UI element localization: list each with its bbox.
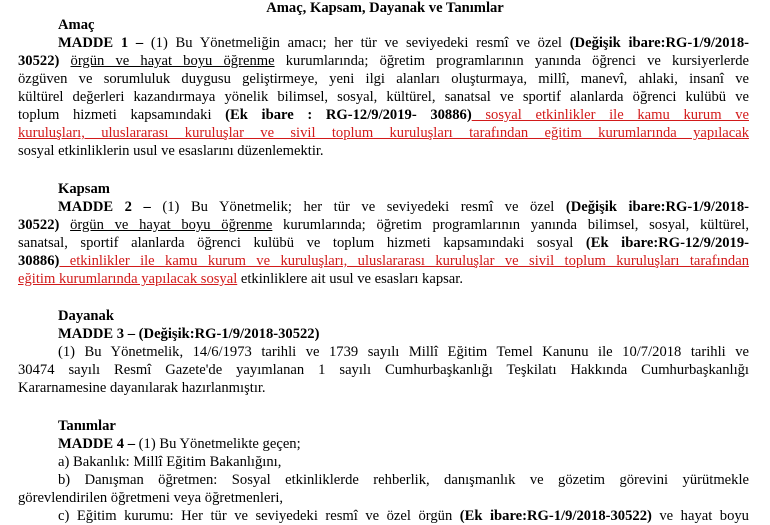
- madde-4-line-1: MADDE 4 – (1) Bu Yönetmelikte geçen;: [58, 436, 301, 452]
- underlined-amendment: örgün ve hayat boyu öğrenme: [70, 53, 275, 69]
- red-added-text: kuruluşları, uluslararası kuruluşlar ve sivil toplum kuruluşları tarafından eğitim kurumlarında yapılacak: [18, 125, 749, 141]
- red-added-text: etkinlikler ile kamu kurum ve kuruluşları, uluslararası kuruluşlar ve sivil toplum kuruluşları tarafından: [59, 253, 749, 269]
- amendment-note: (Ek ibare:RG-1/9/2018-30522): [459, 508, 652, 524]
- madde-3-line-3: Kararnamesine dayanılarak hazırlanmıştır.: [18, 380, 266, 396]
- madde-2-line-1: MADDE 2 – (1) Bu Yönetmelik; her tür ve seviyedeki resmî ve özel (Değişik ibare:RG-1/9/2018-: [58, 199, 750, 215]
- section-heading-amac: Amaç: [58, 17, 95, 33]
- madde-1-line-1: MADDE 1 – (1) Bu Yönetmeliğin amacı; her tür ve seviyedeki resmî ve özel (Değişik ibare:RG-1/9/2018-: [58, 35, 749, 51]
- madde-2-line-2: 30522) örgün ve hayat boyu öğrenme kurumlarında; öğretim programlarının yanında bilimsel, sosyal, kültürel,: [18, 217, 749, 233]
- definition-c-line-1: c) Eğitim kurumu: Her tür ve seviyedeki resmî ve özel örgün (Ek ibare:RG-1/9/2018-30522) ve hayat boyu: [58, 508, 749, 524]
- madde-3-line-1: (1) Bu Yönetmelik, 14/6/1973 tarihli ve 1739 sayılı Millî Eğitim Temel Kanunu ile 10/7/2018 tarihli ve: [58, 344, 749, 360]
- madde-1-line-2: 30522) örgün ve hayat boyu öğrenme kurumlarında; öğretim programlarının yanında öğrenci ve kursiyerlerde: [18, 53, 750, 69]
- madde-2-line-3: sanatsal, sportif alanlarda öğrenci kulübü ve toplum hizmeti kapsamındaki sosyal (Ek ibare:RG-12/9/2019-: [18, 235, 749, 251]
- underlined-amendment: örgün ve hayat boyu öğrenme: [70, 217, 273, 233]
- red-added-text: sosyal etkinlikler ile kamu kurum ve: [471, 107, 749, 123]
- section-heading-kapsam: Kapsam: [58, 181, 110, 197]
- madde-1-label: MADDE 1 –: [58, 35, 144, 51]
- section-heading-tanimlar: Tanımlar: [58, 418, 116, 434]
- madde-1-line-7: sosyal etkinliklerin usul ve esaslarını düzenlemektir.: [18, 143, 324, 159]
- document-title: Amaç, Kapsam, Dayanak ve Tanımlar: [266, 0, 504, 16]
- madde-1-line-6: [18, 125, 749, 142]
- definition-b-line-2: görevlendirilen öğretmeni veya öğretmenleri,: [18, 490, 284, 506]
- addition-note: (Ek ibare:RG-12/9/2019-: [585, 235, 749, 251]
- madde-1-line-5: toplum hizmeti kapsamındaki (Ek ibare : RG-12/9/2019- 30886) sosyal etkinlikler ile kamu kurum ve: [18, 107, 749, 123]
- addition-note: (Ek ibare : RG-12/9/2019- 30886): [225, 107, 472, 123]
- madde-2-line-4: 30886) etkinlikler ile kamu kurum ve kuruluşları, uluslararası kuruluşlar ve sivil toplum kuruluşları tarafından: [18, 253, 749, 269]
- definition-a: a) Bakanlık: Millî Eğitim Bakanlığını,: [58, 454, 282, 470]
- madde-1-line-3: özgüven ve sorumluluk duygusu geliştirmeye, yeni ilgi alanları oluşturmaya, millî, manevî, ahlaki, insanî ve: [18, 71, 749, 87]
- red-added-text: eğitim kurumlarında yapılacak sosyal: [18, 271, 238, 287]
- madde-2-line-5: eğitim kurumlarında yapılacak sosyal etkinliklere ait usul ve esasları kapsar.: [18, 271, 463, 287]
- definition-b-line-1: b) Danışman öğretmen: Sosyal etkinliklerde rehberlik, danışmanlık ve gözetim görevini yürütmekle: [58, 472, 749, 488]
- madde-3-line-2: 30474 sayılı Resmî Gazete'de yayımlanan 1 sayılı Cumhurbaşkanlığı Teşkilatı Hakkında Cumhurbaşkanlığı: [18, 362, 749, 378]
- madde-4-label: MADDE 4 –: [58, 436, 136, 452]
- madde-3-label: MADDE 3 – (Değişik:RG-1/9/2018-30522): [58, 326, 320, 342]
- madde-1-line-4: kültürel değerleri kazandırmaya yönelik bilimsel, sosyal, kültürel, sanatsal ve sportif alanlarda öğrenci kulübü ve: [18, 89, 749, 105]
- amendment-note: (Değişik ibare:RG-1/9/2018-: [569, 35, 749, 51]
- section-heading-dayanak: Dayanak: [58, 308, 114, 324]
- amendment-note: (Değişik ibare:RG-1/9/2018-: [565, 199, 750, 215]
- madde-2-label: MADDE 2 –: [58, 199, 151, 215]
